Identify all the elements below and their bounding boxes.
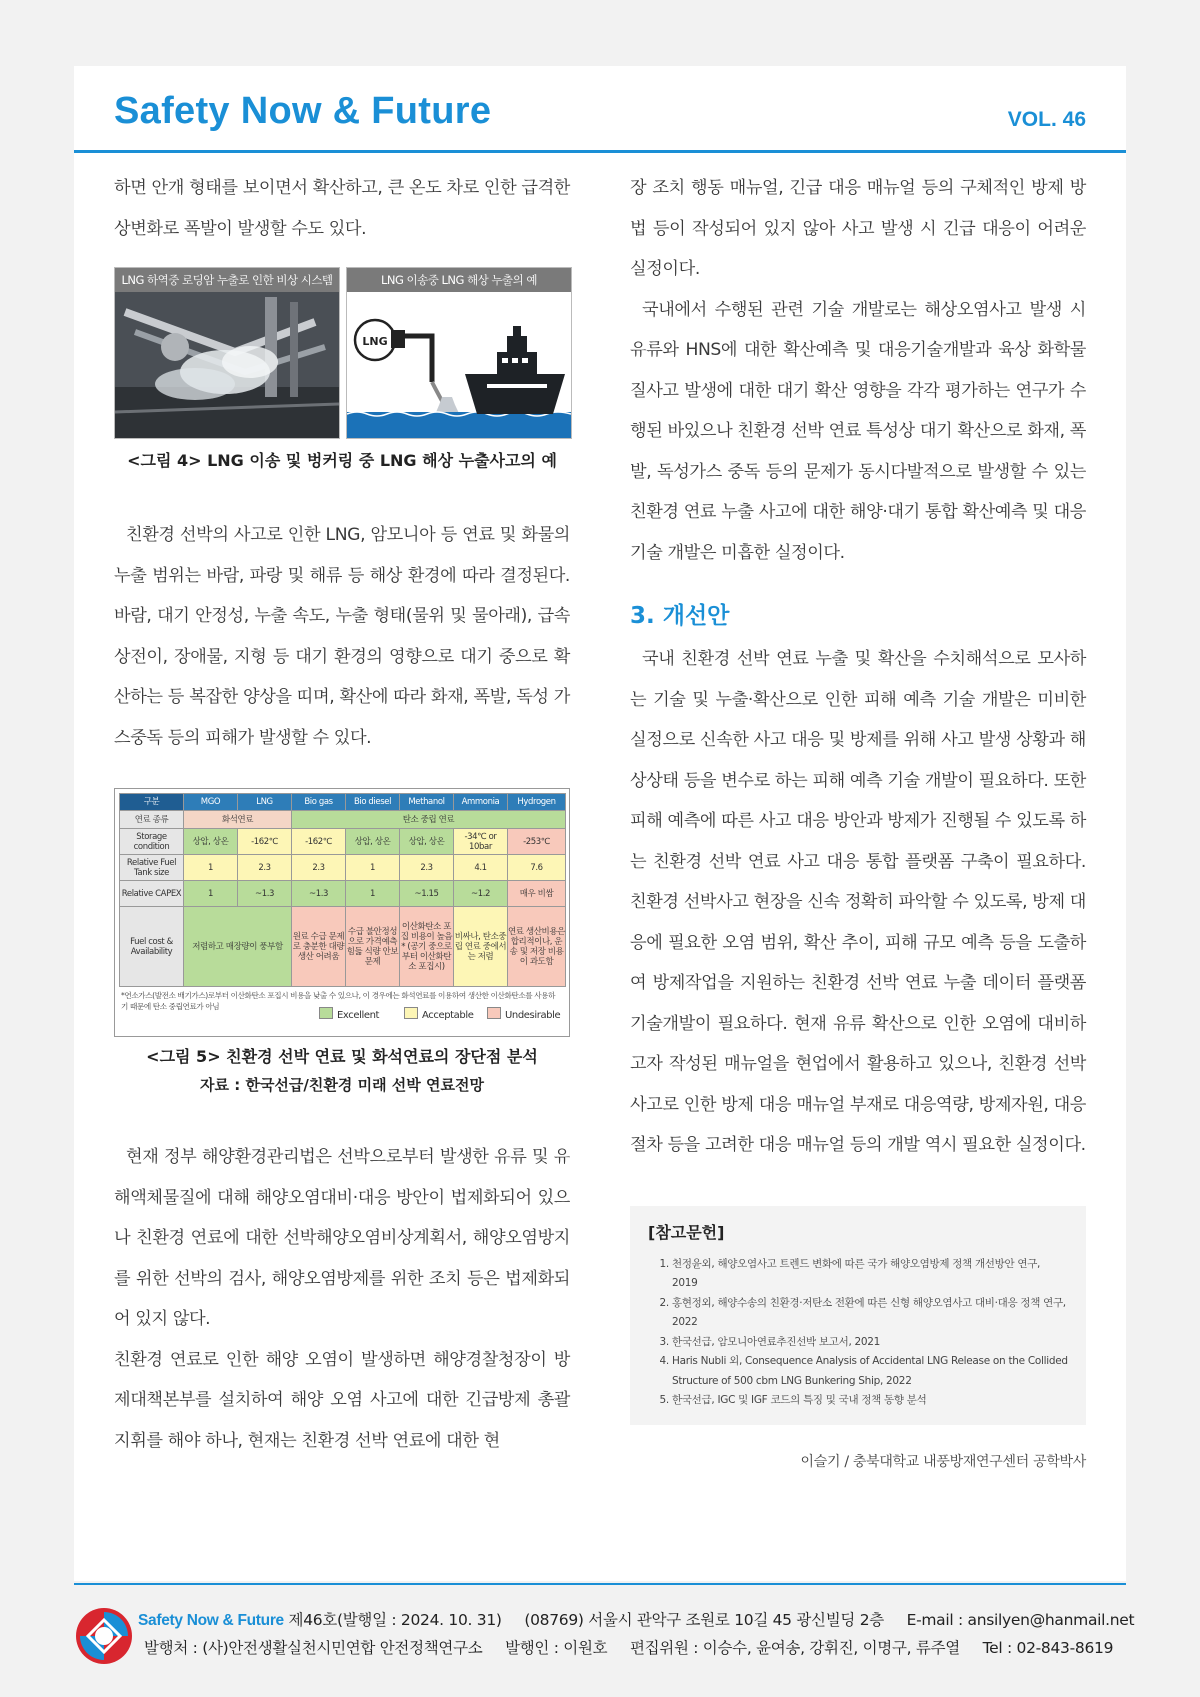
header-cell: 구분 [120, 794, 184, 811]
header-cell: Bio gas [292, 794, 346, 811]
header-cell: LNG [238, 794, 292, 811]
footer-issuer: 발행인 : 이원호 [505, 1639, 608, 1657]
organization-logo-icon [74, 1606, 134, 1666]
legend-undesirable [487, 1007, 560, 1021]
table-cell: 7.6 [508, 855, 566, 881]
footer-tel: Tel : 02-843-8619 [982, 1639, 1114, 1657]
table-cell: 수급 불안정성으로 가격예측 힘듦 식량 안보 문제 [346, 907, 400, 987]
paragraph: 국내에서 수행된 관련 기술 개발로는 해상오염사고 발생 시 유류와 HNS에 대한 확산예측 및 대응기술개발과 육상 화학물질사고 발생에 대한 대기 확산 영향을 각각 평가하는 연구가 수행된 바있으나 친환경 선박 연료 특성상 대기 확산으로 화재, 폭발, 독성가스 중독 등의 문제가 동시다발적으로 발생할 수 있는 친환경 연료 누출 사고에 대한 해양·대기 통합 확산예측 및 대응 기술 개발은 미흡한 실정이다. [630, 299, 1086, 563]
right-column [630, 168, 1086, 1471]
page [74, 66, 1126, 1581]
table-cell: 매우 비쌈 [508, 881, 566, 907]
footer-address: (08769) 서울시 관악구 조원로 10길 45 광신빌딩 2층 [524, 1611, 884, 1629]
ship-spill-diagram [347, 292, 571, 438]
table-cell: 1 [346, 881, 400, 907]
photo-title: LNG 하역중 로딩암 누출로 인한 비상 시스템 [115, 268, 339, 292]
table-cell: 2.3 [292, 855, 346, 881]
table-row [120, 907, 566, 987]
table-cell: 1 [346, 855, 400, 881]
legend-label: Acceptable [422, 1010, 474, 1021]
table-cell: -162℃ [238, 829, 292, 855]
footer-editors: 편집위원 : 이승수, 윤여송, 강휘진, 이명구, 류주열 [629, 1639, 960, 1657]
newsletter-title: Safety Now & Future [114, 90, 492, 132]
table-row [120, 811, 566, 829]
row-label: Relative CAPEX [120, 881, 184, 907]
table-cell: 연료 생산비용은 합리적이나, 운송 및 저장 비용이 과도함 [508, 907, 566, 987]
loading-arm-image [115, 292, 339, 438]
footer-issue: 제46호(발행일 : 2024. 10. 31) [288, 1611, 502, 1629]
figure-4-caption: <그림 4> LNG 이송 및 벙커링 중 LNG 해상 누출사고의 예 [127, 451, 557, 470]
header-cell: Methanol [400, 794, 454, 811]
left-column [114, 168, 570, 1461]
table-cell: 원료 수급 문제로 충분한 대량생산 어려움 [292, 907, 346, 987]
reference-item: 1. 천정윤외, 해양오염사고 트렌드 변화에 따른 국가 해양오염방제 정책 개선방안 연구, 2019 [672, 1255, 1068, 1294]
footer-divider [74, 1583, 1126, 1585]
references-list [648, 1255, 1068, 1411]
footer-email: E-mail : ansilyen@hanmail.net [906, 1611, 1135, 1629]
loading-arm-photo [114, 267, 340, 439]
footer-line-1 [138, 1608, 1134, 1630]
table-cell: 2.3 [238, 855, 292, 881]
volume-label: VOL. 46 [1007, 108, 1086, 131]
row-label: Relative Fuel Tank size [120, 855, 184, 881]
footer-publisher: 발행처 : (사)안전생활실천시민연합 안전정책연구소 [144, 1639, 483, 1657]
lng-tank-label: LNG [362, 335, 388, 348]
legend-acceptable [404, 1007, 474, 1021]
footer [74, 1598, 1135, 1688]
row-label: Fuel cost & Availability [120, 907, 184, 987]
reference-item: 5. 한국선급, IGC 및 IGF 코드의 특징 및 국내 정책 동향 분석 [672, 1391, 1068, 1411]
figure-4 [114, 267, 570, 437]
fossil-fuel-cell: 화석연료 [184, 811, 292, 829]
header-cell: Ammonia [454, 794, 508, 811]
figure-5-table [114, 788, 570, 1037]
paragraph: 장 조치 행동 매뉴얼, 긴급 대응 매뉴얼 등의 구체적인 방제 방법 등이 작성되어 있지 않아 사고 발생 시 긴급 대응이 어려운 실정이다. [630, 178, 1086, 279]
header-cell: MGO [184, 794, 238, 811]
table-cell: ~1.2 [454, 881, 508, 907]
table-row [120, 855, 566, 881]
legend-excellent [319, 1007, 379, 1021]
row-label: 연료 종류 [120, 811, 184, 829]
table-cell: -253℃ [508, 829, 566, 855]
legend-label: Excellent [337, 1010, 380, 1021]
section-heading: 3. 개선안 [630, 603, 730, 629]
footer-brand: Safety Now & Future [138, 1612, 284, 1629]
table-cell: 1 [184, 881, 238, 907]
table-cell: -34℃ or 10bar [454, 829, 508, 855]
table-cell: 저렴하고 매장량이 풍부함 [184, 907, 292, 987]
table-row [120, 829, 566, 855]
table-cell: 4.1 [454, 855, 508, 881]
legend-label: Undesirable [505, 1010, 561, 1021]
table-cell: ~1.3 [238, 881, 292, 907]
header-cell: Bio diesel [346, 794, 400, 811]
lng-spill-illustration [346, 267, 572, 439]
reference-item: 4. Haris Nubli 외, Consequence Analysis of Accidental LNG Release on the Collided Structure of 500 cbm LNG Bunkering Ship, 2022 [672, 1352, 1068, 1391]
header-divider [74, 150, 1126, 153]
header-cell: Hydrogen [508, 794, 566, 811]
table-cell: 1 [184, 855, 238, 881]
table-cell: 상압, 상온 [400, 829, 454, 855]
paragraph: 하면 안개 형태를 보이면서 확산하고, 큰 온도 차로 인한 급격한 상변화로 폭발이 발생할 수도 있다. [114, 178, 570, 239]
reference-item: 3. 한국선급, 암모니아연료추진선박 보고서, 2021 [672, 1333, 1068, 1353]
paragraph: 친환경 연료로 인한 해양 오염이 발생하면 해양경찰청장이 방제대책본부를 설치하여 해양 오염 사고에 대한 긴급방제 총괄 지휘를 해야 하나, 현재는 친환경 선박 연료에 대한 현 [114, 1349, 570, 1451]
carbon-neutral-cell: 탄소 중립 연료 [292, 811, 566, 829]
footer-line-2 [144, 1636, 1113, 1658]
table-row [120, 881, 566, 907]
table-cell: ~1.15 [400, 881, 454, 907]
row-label: Storage condition [120, 829, 184, 855]
paragraph: 친환경 선박의 사고로 인한 LNG, 암모니아 등 연료 및 화물의 누출 범위는 바람, 파랑 및 해류 등 해상 환경에 따라 결정된다. 바람, 대기 안정성, 누출 속도, 누출 형태(물위 및 물아래), 급속상전이, 장애물, 지형 등 대기 환경의 영향으로 대기 중으로 확산하는 등 복잡한 양상을 띠며, 확산에 따라 화재, 폭발, 독성 가스중독 등의 피해가 발생할 수 있다. [114, 525, 570, 748]
figure-5-caption: <그림 5> 친환경 선박 연료 및 화석연료의 장단점 분석 [146, 1047, 538, 1066]
figure-5-source: 자료 : 한국선급/친환경 미래 선박 연료전망 [200, 1076, 484, 1094]
table-cell: ~1.3 [292, 881, 346, 907]
table-cell: 상압, 상온 [346, 829, 400, 855]
table-footnote: *연소가스(발전소 배기가스)로부터 이산화탄소 포집시 비용을 낮출 수 있으나, 이 경우에는 화석연료를 이용하여 생산한 이산화탄소를 사용하기 때문에 탄소 중립연료가 아님 [121, 991, 556, 1011]
table-header-row [120, 794, 566, 811]
paragraph: 국내 친환경 선박 연료 누출 및 확산을 수치해석으로 모사하는 기술 및 누출·확산으로 인한 피해 예측 기술 개발은 미비한 실정으로 신속한 사고 대응 및 방제를 위해 사고 발생 상황과 해상상태 등을 변수로 하는 피해 예측 기술 개발이 필요하다. 또한 피해 예측에 따른 사고 대응 방안과 방제가 진행될 수 있도록 하는 친환경 선박 연료 사고 대응 통합 플랫폼 구축이 필요하다. 친환경 선박사고 현장을 신속 정확히 파악할 수 있도록, 방제 대응에 필요한 오염 범위, 확산 추이, 피해 규모 예측 등을 도출하여 방제작업을 지원하는 친환경 선박 연료 누출 데이터 플랫폼 기술개발이 필요하다. 현재 유류 확산으로 인한 오염에 대비하고자 작성된 매뉴얼을 현업에서 활용하고 있으나, 친환경 선박 사고로 인한 방제 대응 매뉴얼 부재로 대응역량, 방제자원, 대응절차 등을 고려한 대응 매뉴얼 등의 개발 역시 필요한 실정이다. [630, 649, 1086, 1155]
table-footer [119, 987, 565, 1021]
fuel-comparison-table [119, 793, 566, 987]
reference-item: 2. 홍현정외, 해양수송의 친환경·저탄소 전환에 따른 신형 해양오염사고 대비·대응 정책 연구, 2022 [672, 1294, 1068, 1333]
table-cell: 비싸나, 탄소중립 연료 중에서는 저렴 [454, 907, 508, 987]
table-cell: 상압, 상온 [184, 829, 238, 855]
table-cell: -162℃ [292, 829, 346, 855]
author-credit: 이슬기 / 충북대학교 내풍방재연구센터 공학박사 [800, 1453, 1086, 1470]
references-box [630, 1206, 1086, 1425]
illustration-title: LNG 이송중 LNG 해상 누출의 예 [347, 268, 571, 292]
references-title: [참고문헌] [648, 1222, 725, 1242]
table-cell: 2.3 [400, 855, 454, 881]
table-cell: 이산화탄소 포집 비용이 높음* (공기 중으로부터 이산화탄소 포집시) [400, 907, 454, 987]
paragraph: 현재 정부 해양환경관리법은 선박으로부터 발생한 유류 및 유해액체물질에 대해 해양오염대비·대응 방안이 법제화되어 있으나 친환경 연료에 대한 선박해양오염비상계획서, 해양오염방지를 위한 선박의 검사, 해양오염방제를 위한 조치 등은 법제화되어 있지 않다. [114, 1147, 570, 1329]
